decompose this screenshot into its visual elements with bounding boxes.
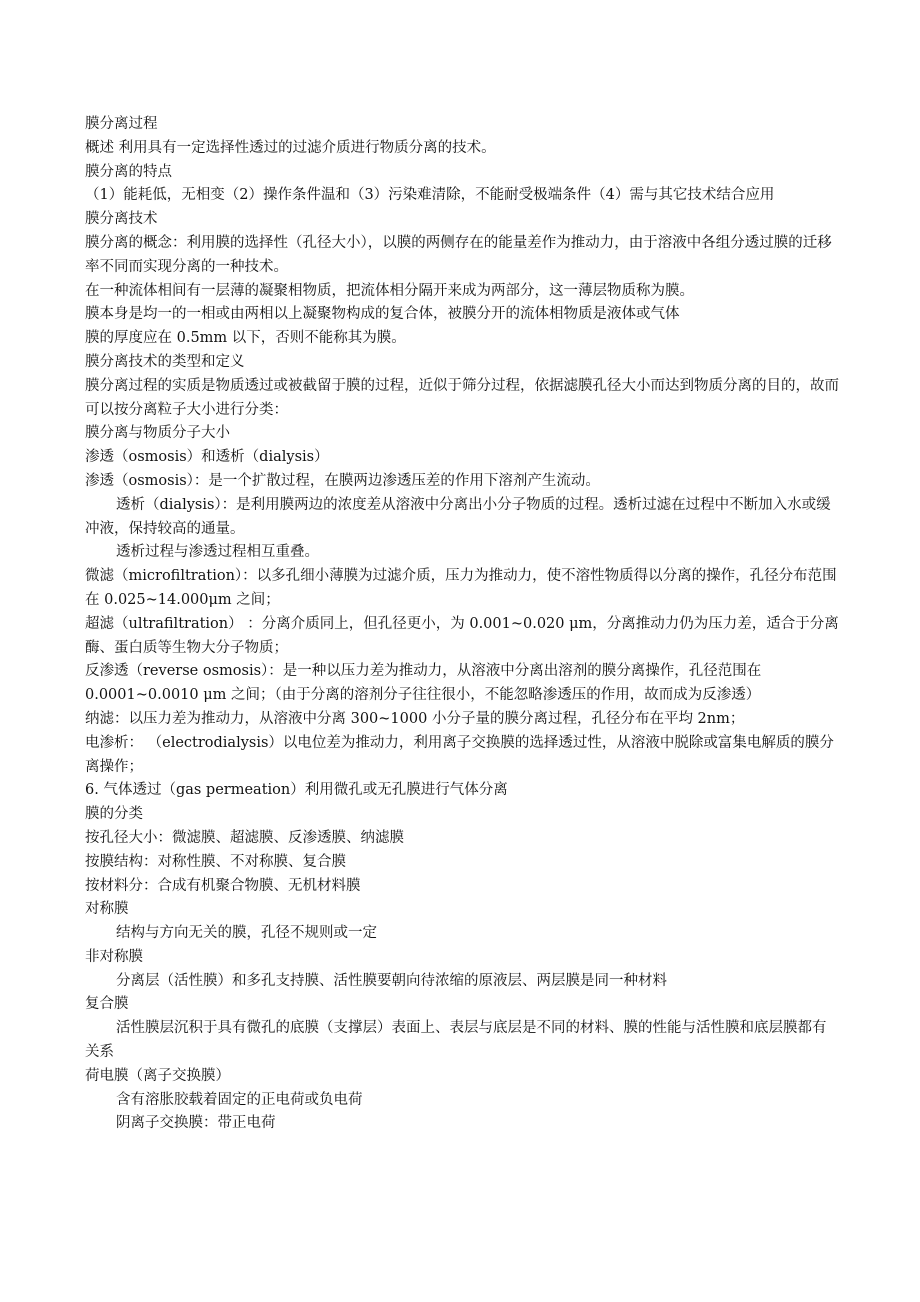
paragraph: 结构与方向无关的膜，孔径不规则或一定 bbox=[116, 925, 377, 942]
paragraph: 超滤（ultrafiltration） ：分离介质同上，但孔径更小，为 0.001~0.020 μm，分离推动力仍为压力差，适合于分离酶、蛋白质等生物大分子物质； bbox=[85, 615, 839, 656]
paragraph: 电渗析： （electrodialysis）以电位差为推动力，利用离子交换膜的选择透过性，从溶液中脱除或富集电解质的膜分离操作； bbox=[85, 734, 834, 775]
paragraph: 概述 利用具有一定选择性透过的过滤介质进行物质分离的技术。 bbox=[85, 139, 496, 156]
paragraph: 透析（dialysis）：是利用膜两边的浓度差从溶液中分离出小分子物质的过程。透析过滤在过程中不断加入水或缓冲液，保持较高的通量。 bbox=[85, 496, 831, 537]
paragraph: 微滤（microfiltration）：以多孔细小薄膜为过滤介质，压力为推动力，使不溶性物质得以分离的操作，孔径分布范围在 0.025~14.000μm 之间； bbox=[85, 568, 837, 608]
paragraph: 膜分离的概念：利用膜的选择性（孔径大小），以膜的两侧存在的能量差作为推动力，由于溶液中各组分透过膜的迁移率不同而实现分离的一种技术。 bbox=[85, 234, 832, 275]
paragraph: 膜分离技术 bbox=[85, 211, 158, 228]
paragraph: 含有溶胀胶载着固定的正电荷或负电荷 bbox=[116, 1091, 363, 1108]
paragraph: 反渗透（reverse osmosis）：是一种以压力差为推动力，从溶液中分离出溶剂的膜分离操作，孔径范围在 0.0001~0.0010 μm 之间；（由于分离的溶剂分子往往很小，不能忽略渗透压的作用，故而成为反渗透） bbox=[85, 663, 762, 704]
paragraph: 渗透（osmosis）：是一个扩散过程，在膜两边渗透压差的作用下溶剂产生流动。 bbox=[85, 472, 600, 489]
paragraph: 活性膜层沉积于具有微孔的底膜（支撑层）表面上、表层与底层是不同的材料、膜的性能与活性膜和底层膜都有关系 bbox=[85, 1020, 827, 1061]
paragraph: 膜分离过程的实质是物质透过或被截留于膜的过程，近似于筛分过程，依据滤膜孔径大小而达到物质分离的目的，故而可以按分离粒子大小进行分类： bbox=[85, 377, 839, 418]
paragraph: 膜分离技术的类型和定义 bbox=[85, 353, 245, 370]
paragraph: 对称膜 bbox=[85, 901, 129, 918]
paragraph: 在一种流体相间有一层薄的凝聚相物质，把流体相分隔开来成为两部分，这一薄层物质称为膜。 bbox=[85, 282, 694, 299]
paragraph: 6. 气体透过（gas permeation）利用微孔或无孔膜进行气体分离 bbox=[85, 782, 508, 799]
paragraph: 纳滤：以压力差为推动力，从溶液中分离 300~1000 小分子量的膜分离过程，孔径分布在平均 2nm； bbox=[85, 710, 745, 727]
paragraph: 膜分离的特点 bbox=[85, 163, 172, 180]
paragraph: （1）能耗低，无相变（2）操作条件温和（3）污染难清除，不能耐受极端条件（4）需与其它技术结合应用 bbox=[85, 187, 775, 204]
paragraph: 按孔径大小：微滤膜、超滤膜、反渗透膜、纳滤膜 bbox=[85, 829, 404, 846]
paragraph: 透析过程与渗透过程相互重叠。 bbox=[116, 544, 319, 561]
paragraph: 膜本身是均一的一相或由两相以上凝聚物构成的复合体，被膜分开的流体相物质是液体或气体 bbox=[85, 306, 680, 323]
paragraph: 膜的厚度应在 0.5mm 以下，否则不能称其为膜。 bbox=[85, 330, 406, 347]
paragraph: 膜的分类 bbox=[85, 806, 143, 823]
paragraph: 荷电膜（离子交换膜） bbox=[85, 1067, 230, 1084]
paragraph: 复合膜 bbox=[85, 996, 129, 1013]
paragraph: 分离层（活性膜）和多孔支持膜、活性膜要朝向待浓缩的原液层、两层膜是同一种材料 bbox=[116, 972, 667, 989]
paragraph: 阴离子交换膜：带正电荷 bbox=[116, 1115, 276, 1132]
paragraph: 膜分离与物质分子大小 bbox=[85, 425, 230, 442]
paragraph: 非对称膜 bbox=[85, 948, 143, 965]
paragraph: 渗透（osmosis）和透析（dialysis） bbox=[85, 449, 329, 466]
paragraph: 按膜结构：对称性膜、不对称膜、复合膜 bbox=[85, 853, 346, 870]
paragraph: 按材料分：合成有机聚合物膜、无机材料膜 bbox=[85, 877, 361, 894]
paragraph: 膜分离过程 bbox=[85, 116, 158, 132]
document-body bbox=[85, 113, 840, 1136]
